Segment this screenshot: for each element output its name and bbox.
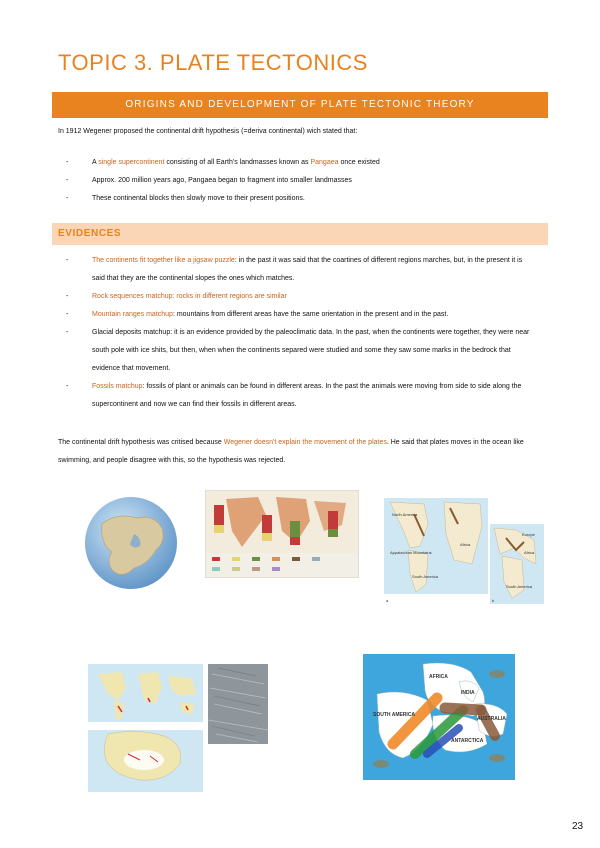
bedrock-striations-photo (208, 664, 268, 744)
page-number: 23 (572, 821, 584, 832)
map-label: South America (412, 574, 439, 579)
list-item: - Fossils matchup: fossils of plant or animals can be found in different areas. In the past the animals were moving from side to side along the supercontinent and now we can find their fossils in different areas. (66, 378, 536, 414)
list-item: - Glacial deposits matchup: it is an evidence provided by the paleoclimatic data. In the past, when the continents were together, they were near south pole with ice shits, but then, when when the continents separed were studied and some they saw some marks in the bedrock that evidence that movement. (66, 324, 536, 378)
section-banner: ORIGINS AND DEVELOPMENT OF PLATE TECTONIC THEORY (52, 92, 548, 118)
drift-points-list (66, 154, 536, 208)
conclusion-text: The continental drift hypothesis was critised because Wegener doesn't explain the movement of the plates. He said that plates moves in the ocean like swimming, and people disagree with this, so the hypothesis was rejected. (58, 439, 524, 464)
panel-letter: a (386, 598, 389, 603)
list-item: - A single supercontinent consisting of all Earth's landmasses known as Pangaea once existed (66, 154, 536, 172)
list-item: - Rock sequences matchup: rocks in different regions are similar (66, 288, 536, 306)
glacial-deposits-map-image (88, 664, 203, 792)
list-item: - These continental blocks then slowly move to their present positions. (66, 190, 536, 208)
map-label: Africa (460, 542, 471, 547)
map-label: SOUTH AMERICA (373, 712, 416, 718)
map-label: INDIA (461, 690, 475, 696)
list-item: - Approx. 200 million years ago, Pangaea began to fragment into smaller landmasses (66, 172, 536, 190)
intro-text: In 1912 Wegener proposed the continental drift hypothesis (=deriva continental) wich stated that: (58, 128, 358, 135)
pangaea-globe-image (82, 494, 180, 592)
map-label: North America (392, 512, 418, 517)
map-label: Appalachian Mountains (390, 550, 432, 555)
map-label: Europe (522, 532, 535, 537)
map-label: Africa (524, 550, 535, 555)
map-label: AFRICA (429, 674, 448, 680)
fossil-distribution-map-image (363, 654, 515, 780)
map-label: AUSTRALIA (477, 716, 506, 722)
evidences-heading: EVIDENCES (52, 223, 548, 245)
map-label: ANTARCTICA (451, 738, 484, 744)
mountain-ranges-map-image (384, 494, 544, 604)
list-item: - The continents fit together like a jigsaw puzzle: in the past it was said that the coartines of different regions marches, but, in the present it is said that they are the continental slopes the ones which matches. (66, 252, 536, 288)
evidences-list (66, 252, 536, 414)
map-label: South America (506, 584, 533, 589)
page-title: TOPIC 3. PLATE TECTONICS (58, 50, 368, 75)
list-item: - Mountain ranges matchup: mountains from different areas have the same orientation in the present and in the past. (66, 306, 536, 324)
rock-sequence-map-image (205, 490, 359, 578)
panel-letter: b (492, 598, 495, 603)
